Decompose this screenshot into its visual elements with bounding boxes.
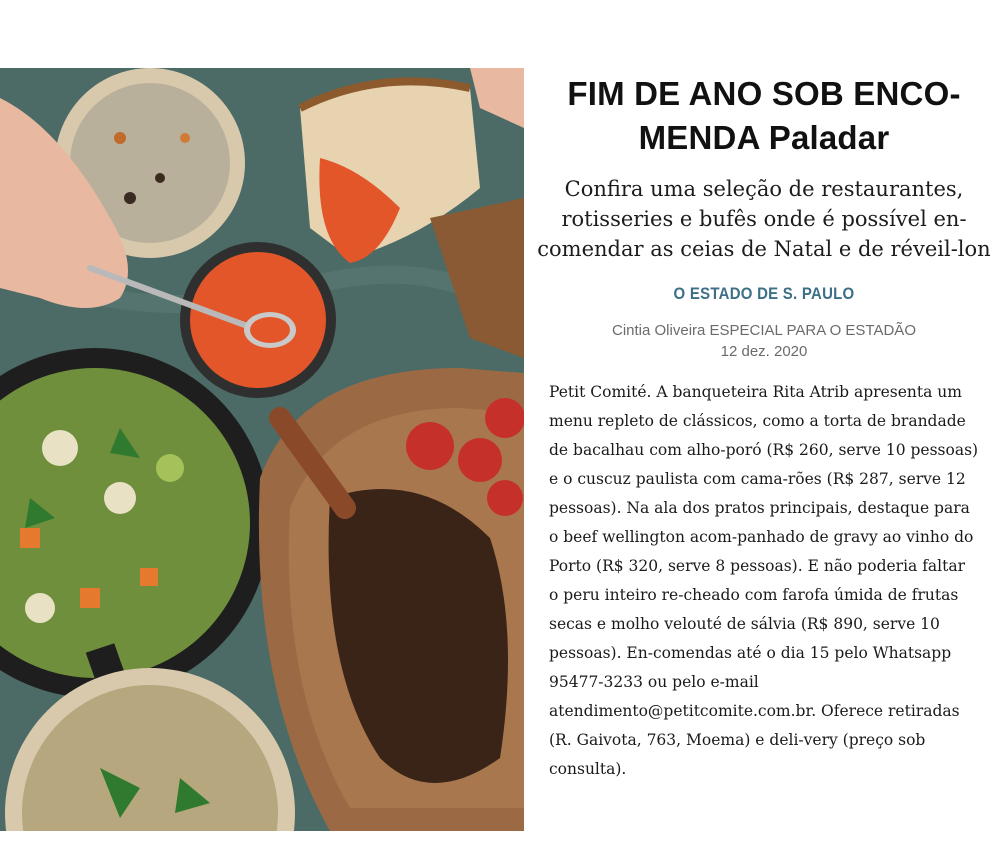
publication-name: O ESTADO DE S. PAULO bbox=[673, 284, 855, 303]
publication-date: 12 dez. 2020 bbox=[720, 343, 808, 360]
byline: Cintia Oliveira ESPECIAL PARA O ESTADÃO bbox=[612, 322, 916, 339]
food-illustration bbox=[0, 68, 524, 831]
article bbox=[536, 72, 992, 784]
roast-board bbox=[259, 368, 524, 831]
headline: FIM DE ANO SOB ENCO-MENDA Paladar bbox=[567, 75, 961, 156]
food-photo bbox=[0, 68, 524, 831]
article-body: Petit Comité. A banqueteira Rita Atrib apresenta um menu repleto de clássicos, como a torta de brandade de bacalhau com alho-poró (R$ 260, serve 10 pessoas) e o cuscuz paulista com cama-rões (R$ 287, serve 12 pessoas). Na ala dos pratos principais, destaque para o beef wellington acom-panhado de gravy ao vinho do Porto (R$ 320, serve 8 pessoas). E não poderia faltar o peru inteiro re-cheado com farofa úmida de frutas secas e molho velouté de sálvia (R$ 890, serve 10 pessoas). En-comendas até o dia 15 pelo Whatsapp 95477-3233 ou pelo e-mail atendimento@petitcomite.com.br. Oferece retiradas (R. Gaivota, 763, Moema) e deli-very (preço sob consulta). bbox=[549, 383, 979, 778]
subtitle: Confira uma seleção de restaurantes, rotisseries e bufês onde é possível en-comendar as ceias de Natal e de réveil-lon bbox=[537, 177, 991, 261]
